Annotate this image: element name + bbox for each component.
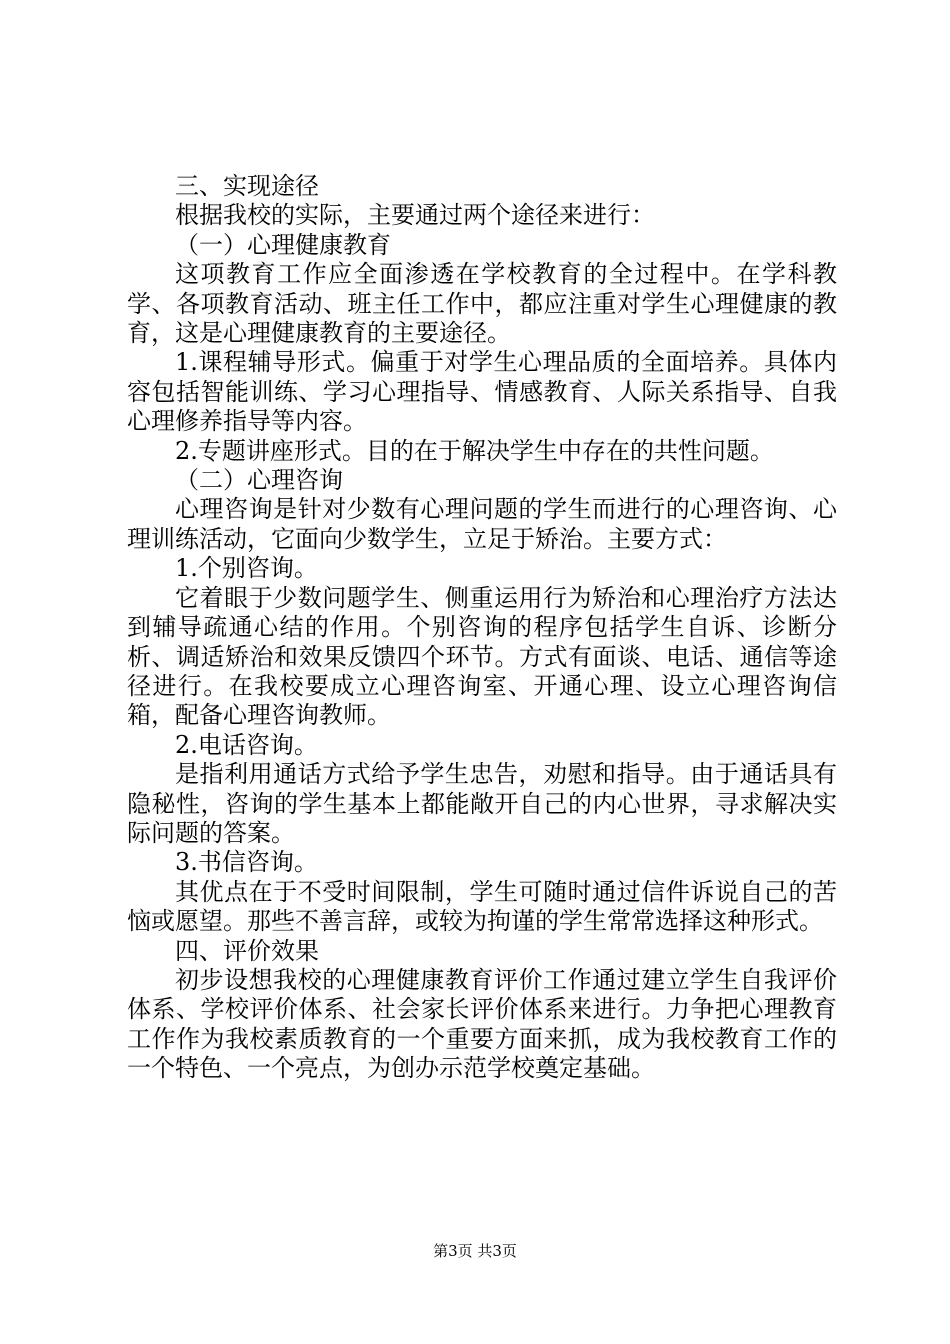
paragraph-letter-counseling: 其优点在于不受时间限制，学生可随时通过信件诉说自己的苦恼或愿望。那些不善言辞，或较为拘谨的学生常常选择这种形式。: [127, 877, 837, 936]
section-heading-implementation: 三、实现途径: [175, 172, 319, 200]
paragraph-individual-counseling: 它着眼于少数问题学生、侧重运用行为矫治和心理治疗方法达到辅导疏通心结的作用。个别咨询的程序包括学生自诉、诊断分析、调适矫治和效果反馈四个环节。方式有面谈、电话、通信等途径进行。在我校要成立心理咨询室、开通心理、设立心理咨询信箱，配备心理咨询教师。: [127, 583, 837, 730]
subheading-counseling: （二）心理咨询: [175, 466, 343, 495]
paragraph-course-guidance: 1.课程辅导形式。偏重于对学生心理品质的全面培养。具体内容包括智能训练、学习心理指导、情感教育、人际关系指导、自我心理修养指导等内容。: [127, 348, 837, 436]
item-phone-counseling: 2.电话咨询。: [175, 730, 318, 759]
item-individual-counseling: 1.个别咨询。: [175, 554, 318, 583]
paragraph-education-overview: 这项教育工作应全面渗透在学校教育的全过程中。在学科教学、各项教育活动、班主任工作中，都应注重对学生心理健康的教育，这是心理健康教育的主要途径。: [127, 260, 837, 348]
page-footer: [0, 1241, 950, 1261]
document-body: [127, 172, 837, 1084]
paragraph-counseling-overview: 心理咨询是针对少数有心理问题的学生而进行的心理咨询、心理训练活动，它面向少数学生，立足于矫治。主要方式：: [127, 495, 837, 553]
paragraph-phone-counseling: 是指利用通话方式给予学生忠告，劝慰和指导。由于通话具有隐秘性，咨询的学生基本上都能敞开自己的内心世界，寻求解决实际问题的答案。: [127, 760, 837, 847]
paragraph-evaluation: 初步设想我校的心理健康教育评价工作通过建立学生自我评价体系、学校评价体系、社会家长评价体系来进行。力争把心理教育工作作为我校素质教育的一个重要方面来抓，成为我校教育工作的一个特色、一个亮点，为创办示范学校奠定基础。: [127, 965, 837, 1083]
subheading-mental-health-education: （一）心理健康教育: [175, 230, 391, 259]
item-letter-counseling: 3.书信咨询。: [175, 848, 318, 877]
page-number-label: 第3页 共3页: [433, 1242, 517, 1260]
paragraph-intro-approaches: 根据我校的实际，主要通过两个途径来进行：: [175, 201, 655, 230]
section-heading-evaluation: 四、评价效果: [175, 936, 319, 965]
paragraph-lecture-form: 2.专题讲座形式。目的在于解决学生中存在的共性问题。: [175, 436, 774, 465]
